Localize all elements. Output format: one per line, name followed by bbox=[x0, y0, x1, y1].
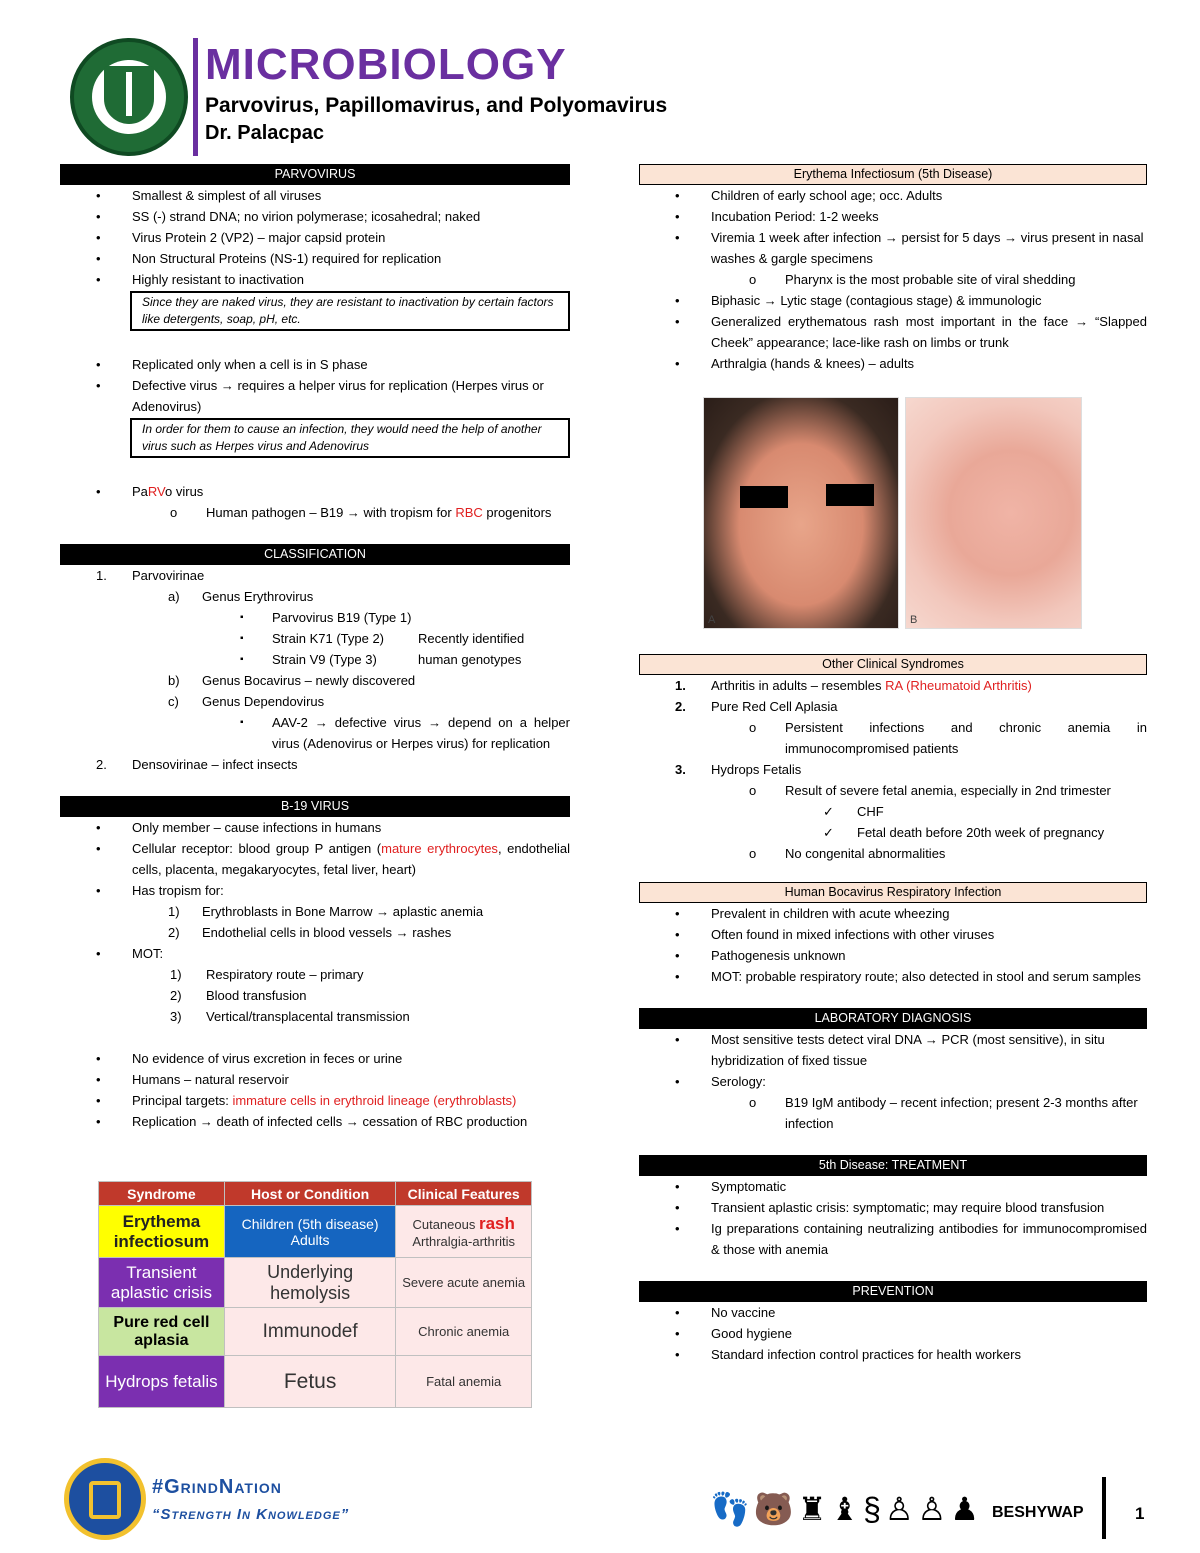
right-column-lower bbox=[639, 654, 1147, 1365]
lecturer-name: Dr. Palacpac bbox=[205, 122, 324, 144]
list-item: • Most sensitive tests detect viral DNA → PCR (most sensitive), in situ hybridization of fixed tissue bbox=[639, 1029, 1147, 1071]
left-column bbox=[60, 164, 570, 1132]
list-item: o Pharynx is the most probable site of viral shedding bbox=[639, 269, 1147, 290]
table-cell: Transient aplastic crisis bbox=[99, 1258, 225, 1308]
list-item: • Virus Protein 2 (VP2) – major capsid protein bbox=[60, 227, 570, 248]
table-cell: Immunodef bbox=[224, 1308, 396, 1356]
list-item: ▪ AAV-2 → defective virus → depend on a helper virus (Adenovirus or Herpes virus) for replication bbox=[60, 712, 570, 754]
list-item: • Humans – natural reservoir bbox=[60, 1069, 570, 1090]
list-item: 2) Blood transfusion bbox=[170, 988, 307, 1003]
section-heading-erythema: Erythema Infectiosum (5th Disease) bbox=[639, 164, 1147, 185]
list-item: ▪ Strain V9 (Type 3) human genotypes bbox=[60, 649, 570, 670]
footer-icons: 👣🐻♜♝§♙♙♟ bbox=[710, 1491, 983, 1527]
section-heading-lab: LABORATORY DIAGNOSIS bbox=[639, 1008, 1147, 1029]
list-item: 2. Pure Red Cell Aplasia bbox=[675, 699, 838, 714]
list-item: • Arthralgia (hands & knees) – adults bbox=[639, 353, 1147, 374]
table-header: Host or Condition bbox=[224, 1182, 396, 1206]
list-item: • Cellular receptor: blood group P antigen (mature erythrocytes, endothelial cells, placenta, megakaryocytes, fetal liver, heart) bbox=[60, 838, 570, 880]
table-cell: Chronic anemia bbox=[396, 1308, 532, 1356]
table-cell: Severe acute anemia bbox=[396, 1258, 532, 1308]
list-item: ▪ Strain K71 (Type 2) Recently identified bbox=[60, 628, 570, 649]
list-item: • Pathogenesis unknown bbox=[639, 945, 1147, 966]
list-item: o Human pathogen – B19 → with tropism for RBC progenitors bbox=[60, 502, 570, 523]
photo-slapped-cheek: A bbox=[703, 397, 899, 629]
erythema-list bbox=[639, 185, 1147, 374]
list-item: 3) Vertical/transplacental transmission bbox=[170, 1009, 410, 1024]
list-item: • Serology: bbox=[639, 1071, 1147, 1092]
table-header: Syndrome bbox=[99, 1182, 225, 1206]
list-item: • Good hygiene bbox=[639, 1323, 1147, 1344]
list-item: a) Genus Erythrovirus bbox=[168, 589, 314, 604]
list-item: • MOT: bbox=[60, 943, 570, 964]
footer-divider bbox=[1102, 1477, 1106, 1539]
table-cell: Children (5th disease) Adults bbox=[224, 1206, 396, 1258]
list-item: • Has tropism for: bbox=[60, 880, 570, 901]
section-heading-bocavirus: Human Bocavirus Respiratory Infection bbox=[639, 882, 1147, 903]
list-item: • Biphasic → Lytic stage (contagious stage) & immunologic bbox=[639, 290, 1147, 311]
b19-list bbox=[60, 817, 570, 1027]
list-item: b) Genus Bocavirus – newly discovered bbox=[168, 673, 416, 688]
team-logo bbox=[64, 1458, 146, 1540]
list-item: • Children of early school age; occ. Adults bbox=[639, 185, 1147, 206]
list-item: • No vaccine bbox=[639, 1302, 1147, 1323]
parvovirus-list bbox=[60, 185, 570, 290]
list-item: 1) Erythroblasts in Bone Marrow → aplastic anemia bbox=[168, 904, 484, 919]
list-item: • Viremia 1 week after infection → persist for 5 days → virus present in nasal washes & gargle specimens bbox=[639, 227, 1147, 269]
list-item: • Non Structural Proteins (NS-1) required for replication bbox=[60, 248, 570, 269]
bocavirus-list bbox=[639, 903, 1147, 987]
list-item: o B19 IgM antibody – recent infection; present 2-3 months after infection bbox=[639, 1092, 1147, 1134]
note-box: In order for them to cause an infection, they would need the help of another virus such as Herpes virus and Adenovirus bbox=[130, 418, 570, 458]
table-cell: Pure red cell aplasia bbox=[99, 1308, 225, 1356]
section-heading-parvovirus: PARVOVIRUS bbox=[60, 164, 570, 185]
list-item: 3. Hydrops Fetalis bbox=[675, 762, 802, 777]
section-heading-prevention: PREVENTION bbox=[639, 1281, 1147, 1302]
list-item: 1. Arthritis in adults – resembles RA (Rheumatoid Arthritis) bbox=[675, 678, 1032, 693]
footer-motto: “Strength In Knowledge” bbox=[152, 1506, 350, 1523]
list-item: • Replicated only when a cell is in S phase bbox=[60, 354, 570, 375]
treatment-list bbox=[639, 1176, 1147, 1260]
list-item: • MOT: probable respiratory route; also detected in stool and serum samples bbox=[639, 966, 1147, 987]
list-item: • Transient aplastic crisis: symptomatic; may require blood transfusion bbox=[639, 1197, 1147, 1218]
list-item: • Often found in mixed infections with other viruses bbox=[639, 924, 1147, 945]
list-item: 2. Densovirinae – infect insects bbox=[96, 757, 298, 772]
list-item: • Prevalent in children with acute wheezing bbox=[639, 903, 1147, 924]
list-item: 1) Respiratory route – primary bbox=[170, 967, 364, 982]
list-item: • Smallest & simplest of all viruses bbox=[60, 185, 570, 206]
page-title: MICROBIOLOGY bbox=[205, 40, 567, 89]
list-item: • Replication → death of infected cells → cessation of RBC production bbox=[60, 1111, 570, 1132]
right-column bbox=[639, 164, 1147, 374]
page-subtitle: Parvovirus, Papillomavirus, and Polyomavirus bbox=[205, 94, 668, 117]
footer-author: BESHYWAP bbox=[992, 1504, 1084, 1521]
list-item: • No evidence of virus excretion in feces or urine bbox=[60, 1048, 570, 1069]
lab-list bbox=[639, 1029, 1147, 1134]
section-heading-treatment: 5th Disease: TREATMENT bbox=[639, 1155, 1147, 1176]
list-item: • Only member – cause infections in humans bbox=[60, 817, 570, 838]
list-item: o Persistent infections and chronic anemia in immunocompromised patients bbox=[639, 717, 1147, 759]
table-cell: Fatal anemia bbox=[396, 1356, 532, 1408]
list-item: • SS (-) strand DNA; no virion polymerase; icosahedral; naked bbox=[60, 206, 570, 227]
list-item: • Ig preparations containing neutralizing antibodies for immunocompromised & those with anemia bbox=[639, 1218, 1147, 1260]
table-cell: Hydrops fetalis bbox=[99, 1356, 225, 1408]
table-cell: Underlying hemolysis bbox=[224, 1258, 396, 1308]
list-item: 1. Parvovirinae bbox=[96, 568, 205, 583]
list-item: 2) Endothelial cells in blood vessels → rashes bbox=[168, 925, 452, 940]
list-item: • Defective virus → requires a helper virus for replication (Herpes virus or Adenovirus) bbox=[60, 375, 570, 417]
section-heading-other: Other Clinical Syndromes bbox=[639, 654, 1147, 675]
other-list bbox=[639, 675, 1147, 864]
list-item: • Standard infection control practices for health workers bbox=[639, 1344, 1147, 1365]
section-heading-b19: B-19 VIRUS bbox=[60, 796, 570, 817]
list-item: ▪ Parvovirus B19 (Type 1) bbox=[60, 607, 570, 628]
list-item: o Result of severe fetal anemia, especially in 2nd trimester bbox=[639, 780, 1147, 801]
photo-lace-rash: B bbox=[905, 397, 1082, 629]
list-item: • Generalized erythematous rash most important in the face → “Slapped Cheek” appearance; lace-like rash on limbs or trunk bbox=[639, 311, 1147, 353]
list-item: • Symptomatic bbox=[639, 1176, 1147, 1197]
school-logo bbox=[70, 38, 188, 156]
syndrome-table bbox=[98, 1181, 532, 1408]
classification-list bbox=[60, 565, 570, 775]
list-item: o No congenital abnormalities bbox=[639, 843, 1147, 864]
list-item: • Highly resistant to inactivation bbox=[60, 269, 570, 290]
section-heading-classification: CLASSIFICATION bbox=[60, 544, 570, 565]
footer-tag: #GrindNation bbox=[152, 1476, 282, 1498]
note-box: Since they are naked virus, they are resistant to inactivation by certain factors like detergents, soap, pH, etc. bbox=[130, 291, 570, 331]
table-cell: Erythema infectiosum bbox=[99, 1206, 225, 1258]
table-cell: Fetus bbox=[224, 1356, 396, 1408]
list-item: • PaRVo virus bbox=[60, 481, 570, 502]
list-item: • Incubation Period: 1-2 weeks bbox=[639, 206, 1147, 227]
list-item: ✓ Fetal death before 20th week of pregnancy bbox=[639, 822, 1147, 843]
table-cell: Cutaneous rash Arthralgia-arthritis bbox=[396, 1206, 532, 1258]
list-item: • Principal targets: immature cells in erythroid lineage (erythroblasts) bbox=[60, 1090, 570, 1111]
page-number: 1 bbox=[1135, 1504, 1145, 1523]
list-item: c) Genus Dependovirus bbox=[168, 694, 325, 709]
prevention-list bbox=[639, 1302, 1147, 1365]
list-item: ✓ CHF bbox=[639, 801, 1147, 822]
header-divider bbox=[193, 38, 198, 156]
table-header: Clinical Features bbox=[396, 1182, 532, 1206]
